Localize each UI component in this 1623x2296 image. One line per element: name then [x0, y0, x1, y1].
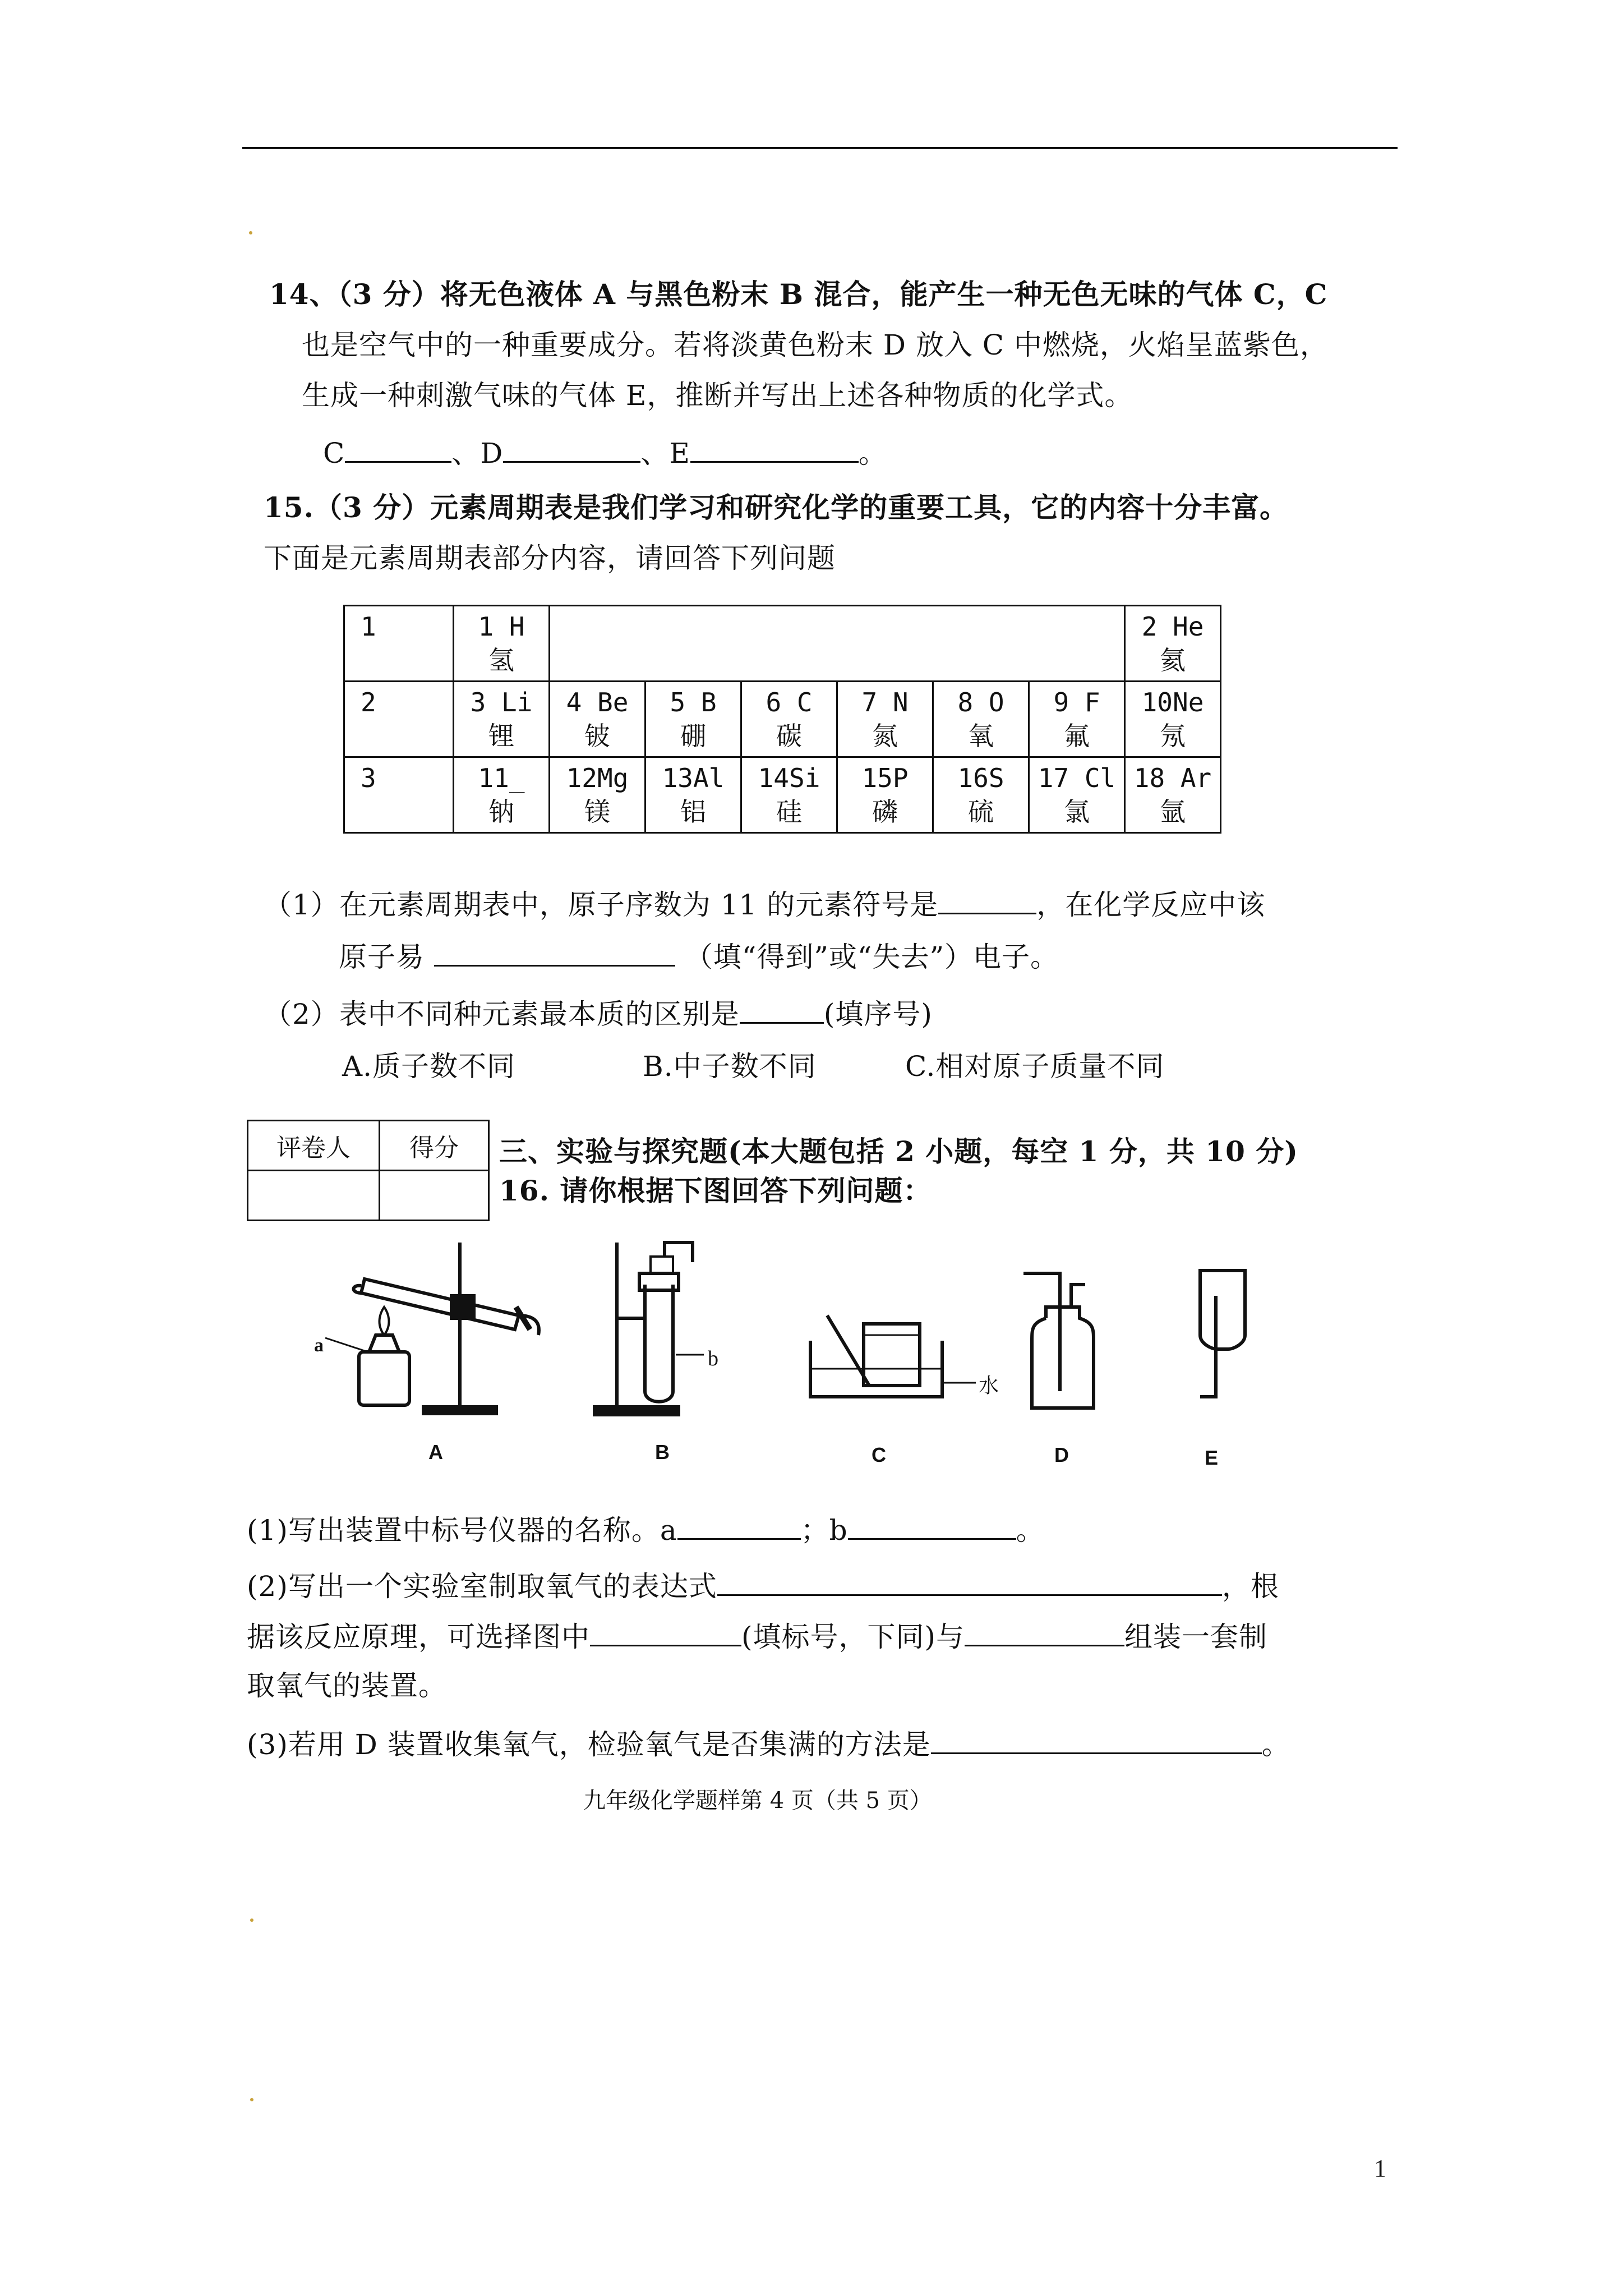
apparatus-a [325, 1243, 539, 1414]
option-b: B.中子数不同 [643, 1050, 817, 1083]
apparatus-e [1200, 1271, 1245, 1397]
instrument-a-blank[interactable] [677, 1509, 801, 1540]
scorer-box [247, 1120, 490, 1221]
option-a: A.质子数不同 [342, 1050, 516, 1083]
element-cell: 7 N 氮 [837, 682, 933, 757]
stand-base [423, 1407, 496, 1414]
lamp-flame [379, 1307, 389, 1335]
lamp-neck [369, 1335, 399, 1352]
element-cell: 11_ 钠 [454, 757, 550, 833]
clamp [451, 1296, 474, 1318]
q15-sub1-line2: 原子易 （填“得到”或“失去”）电子。 [339, 936, 1059, 977]
answer-c-label: C [323, 437, 345, 470]
apparatus-b [594, 1243, 704, 1415]
answer-e-blank[interactable] [690, 432, 859, 463]
element-cell: 18 Ar 氩 [1125, 757, 1221, 833]
answer-d-blank[interactable] [503, 432, 640, 463]
q15-line2: 下面是元素周期表部分内容，请回答下列问题 [264, 542, 836, 574]
q14-answers: C 、D 、E 。 [323, 432, 887, 473]
element-cell: 5 B 硼 [645, 682, 741, 757]
period-cell: 1 [344, 606, 454, 682]
apparatus-figure [303, 1223, 1290, 1470]
q14-line1: 14、（3 分）将无色液体 A 与黑色粉末 B 混合，能产生一种无色无味的气体 C，C [269, 278, 1328, 311]
delivery-tube-b [665, 1243, 693, 1262]
element-cell: 8 O 氧 [933, 682, 1029, 757]
element-cell: 10Ne 氖 [1125, 682, 1221, 757]
q16-intro: 16. 请你根据下图回答下列问题： [499, 1174, 932, 1207]
label-b: b [708, 1347, 718, 1370]
answer-d-label: 、D [451, 437, 504, 470]
q16-sub2-line2: 据该反应原理，可选择图中 (填标号，下同)与 组装一套制 [247, 1616, 1267, 1657]
element-cell: 1 H 氢 [454, 606, 550, 682]
apparatus-d [1023, 1273, 1094, 1408]
caption-a: A [428, 1441, 443, 1464]
element-cell: 17 Cl 氯 [1029, 757, 1125, 833]
test-tube [361, 1279, 519, 1329]
collector-blank[interactable] [965, 1616, 1124, 1646]
apparatus-c [810, 1315, 976, 1397]
gas-bottle [1032, 1307, 1094, 1408]
answer-c-blank[interactable] [345, 432, 451, 463]
reviewer-field[interactable] [248, 1171, 380, 1221]
element-cell: 16S 硫 [933, 757, 1029, 833]
element-cell: 13Al 铝 [645, 757, 741, 833]
element-cell: 12Mg 镁 [550, 757, 645, 833]
gain-lose-blank[interactable] [434, 936, 675, 967]
header-rule [242, 147, 1398, 149]
reviewer-label: 评卷人 [248, 1121, 380, 1171]
delivery-tube-c [827, 1315, 880, 1386]
period-cell: 3 [344, 757, 454, 833]
label-a-pointer [325, 1338, 365, 1351]
q15-sub2: （2）表中不同种元素最本质的区别是 (填序号) [264, 993, 933, 1034]
generator-blank[interactable] [590, 1616, 741, 1646]
q14-line3: 生成一种刺激气味的气体 E，推断并写出上述各种物质的化学式。 [302, 379, 1133, 412]
stand-base-b [594, 1407, 679, 1415]
periodic-table [343, 605, 1221, 834]
funnel-tube [651, 1257, 673, 1273]
difference-blank[interactable] [740, 993, 824, 1024]
short-tube-d [1071, 1285, 1085, 1307]
q16-sub2-line3: 取氧气的装置。 [247, 1669, 447, 1702]
long-tube-d [1023, 1273, 1060, 1391]
test-tube-b [645, 1285, 673, 1402]
table-row [344, 606, 1221, 682]
scan-speck [250, 2098, 253, 2101]
caption-d: D [1054, 1443, 1069, 1466]
q16-sub2-line1: (2)写出一个实验室制取氧气的表达式 ，根 [247, 1565, 1279, 1606]
score-field[interactable] [380, 1171, 489, 1221]
page-footer: 九年级化学题样第 4 页（共 5 页） [583, 1788, 932, 1814]
element-cell: 4 Be 铍 [550, 682, 645, 757]
element-cell: 2 He 氦 [1125, 606, 1221, 682]
q16-sub1: (1)写出装置中标号仪器的名称。a ；b 。 [247, 1509, 1045, 1550]
element-cell: 15P 磷 [837, 757, 933, 833]
scan-speck [250, 1918, 253, 1922]
caption-e: E [1205, 1446, 1219, 1469]
q16-sub3: (3)若用 D 装置收集氧气，检验氧气是否集满的方法是 。 [247, 1723, 1290, 1764]
q14-line2: 也是空气中的一种重要成分。若将淡黄色粉末 D 放入 C 中燃烧，火焰呈蓝紫色， [302, 329, 1329, 361]
element-cell: 3 Li 锂 [454, 682, 550, 757]
table-row [344, 757, 1221, 833]
expression-blank[interactable] [717, 1565, 1222, 1596]
option-c: C.相对原子质量不同 [905, 1050, 1165, 1083]
element-cell: 6 C 碳 [741, 682, 837, 757]
page-number: 1 [1374, 2155, 1386, 2182]
full-check-blank[interactable] [931, 1723, 1262, 1754]
caption-c: C [872, 1443, 886, 1466]
symbol-blank[interactable] [938, 884, 1036, 914]
scan-speck [249, 231, 252, 234]
period-cell: 2 [344, 682, 454, 757]
element-cell: 9 F 氟 [1029, 682, 1125, 757]
section-3-title: 三、实验与探究题(本大题包括 2 小题，每空 1 分，共 10 分) [499, 1135, 1298, 1168]
answer-e-label: 、E [640, 437, 690, 470]
table-row [344, 682, 1221, 757]
q15-sub1-line1: （1）在元素周期表中，原子序数为 11 的元素符号是 ，在化学反应中该 [264, 884, 1265, 924]
element-cell: 14Si 硅 [741, 757, 837, 833]
tube-bottom [354, 1286, 362, 1293]
label-water: 水 [979, 1374, 999, 1397]
score-label: 得分 [380, 1121, 489, 1171]
instrument-b-blank[interactable] [848, 1509, 1016, 1540]
alcohol-lamp [359, 1352, 409, 1405]
q15-line1: 15.（3 分）元素周期表是我们学习和研究化学的重要工具，它的内容十分丰富。 [264, 491, 1289, 524]
caption-b: B [655, 1441, 670, 1464]
empty-cell [550, 606, 1125, 682]
inverted-bottle [1200, 1271, 1245, 1349]
label-a: a [314, 1335, 324, 1356]
inverted-vessel [864, 1324, 920, 1386]
